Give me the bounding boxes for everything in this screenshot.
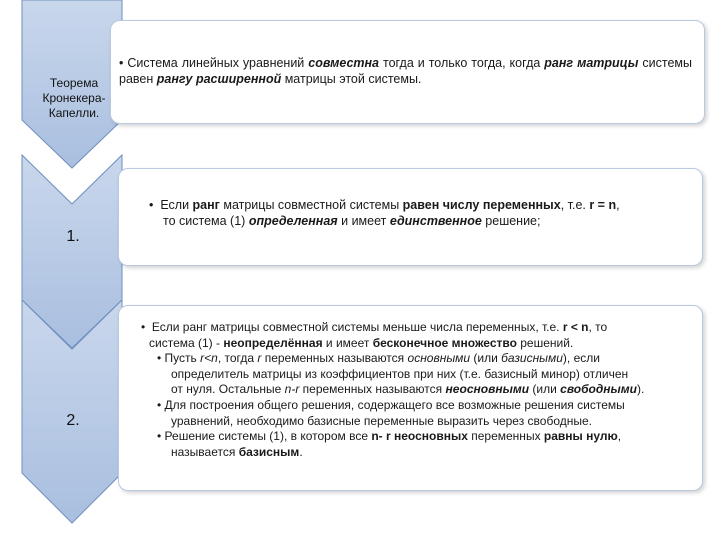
case-1-line-1: • Если ранг матрицы совместной системы равен числу переменных, т.е. r = n, bbox=[149, 198, 620, 212]
case-2-subitem-basis-cont: определитель матрицы из коэффициентов при них (т.е. базисный минор) отличен от нуля. Остальные n-r переменных называются неосновными (или свободными). bbox=[171, 366, 645, 397]
case-2-subitem-general: • Для построения общего решения, содержащего все возможные решения системы bbox=[157, 397, 625, 412]
case-2-subitem-basic-solution: • Решение системы (1), в котором все n- r неосновных переменных равны нулю, bbox=[157, 429, 622, 444]
step-label-theorem: Теорема Кронекера- Капелли. bbox=[42, 76, 106, 120]
card-case-2-text bbox=[141, 320, 692, 460]
case-2-para-1: • Если ранг матрицы совместной системы меньше числа переменных, т.е. r < n, то bbox=[141, 320, 608, 334]
card-theorem bbox=[110, 20, 705, 124]
card-case-1 bbox=[118, 168, 703, 266]
card-case-1-text bbox=[149, 197, 692, 229]
case-2-subitem-general-cont: уравнений, необходимо базисные переменные выразить через свободные. bbox=[171, 413, 593, 428]
card-theorem-text: • Система линейных уравнений совместна тогда и только тогда, когда ранг матрицы системы равен рангу расширенной матрицы этой системы. bbox=[119, 56, 692, 86]
step-label-1: 1. bbox=[66, 228, 80, 245]
case-2-para-1-cont: система (1) - неопределённая и имеет бесконечное множество решений. bbox=[149, 335, 574, 350]
case-2-subitem-basis: • Пусть r<n, тогда r переменных называются основными (или базисными), если bbox=[157, 351, 600, 366]
step-label-2: 2. bbox=[66, 412, 80, 429]
case-1-line-2: то система (1) определенная и имеет единственное решение; bbox=[163, 214, 541, 228]
case-2-subitem-basic-solution-cont: называется базисным. bbox=[171, 444, 303, 459]
card-case-2 bbox=[118, 305, 703, 491]
